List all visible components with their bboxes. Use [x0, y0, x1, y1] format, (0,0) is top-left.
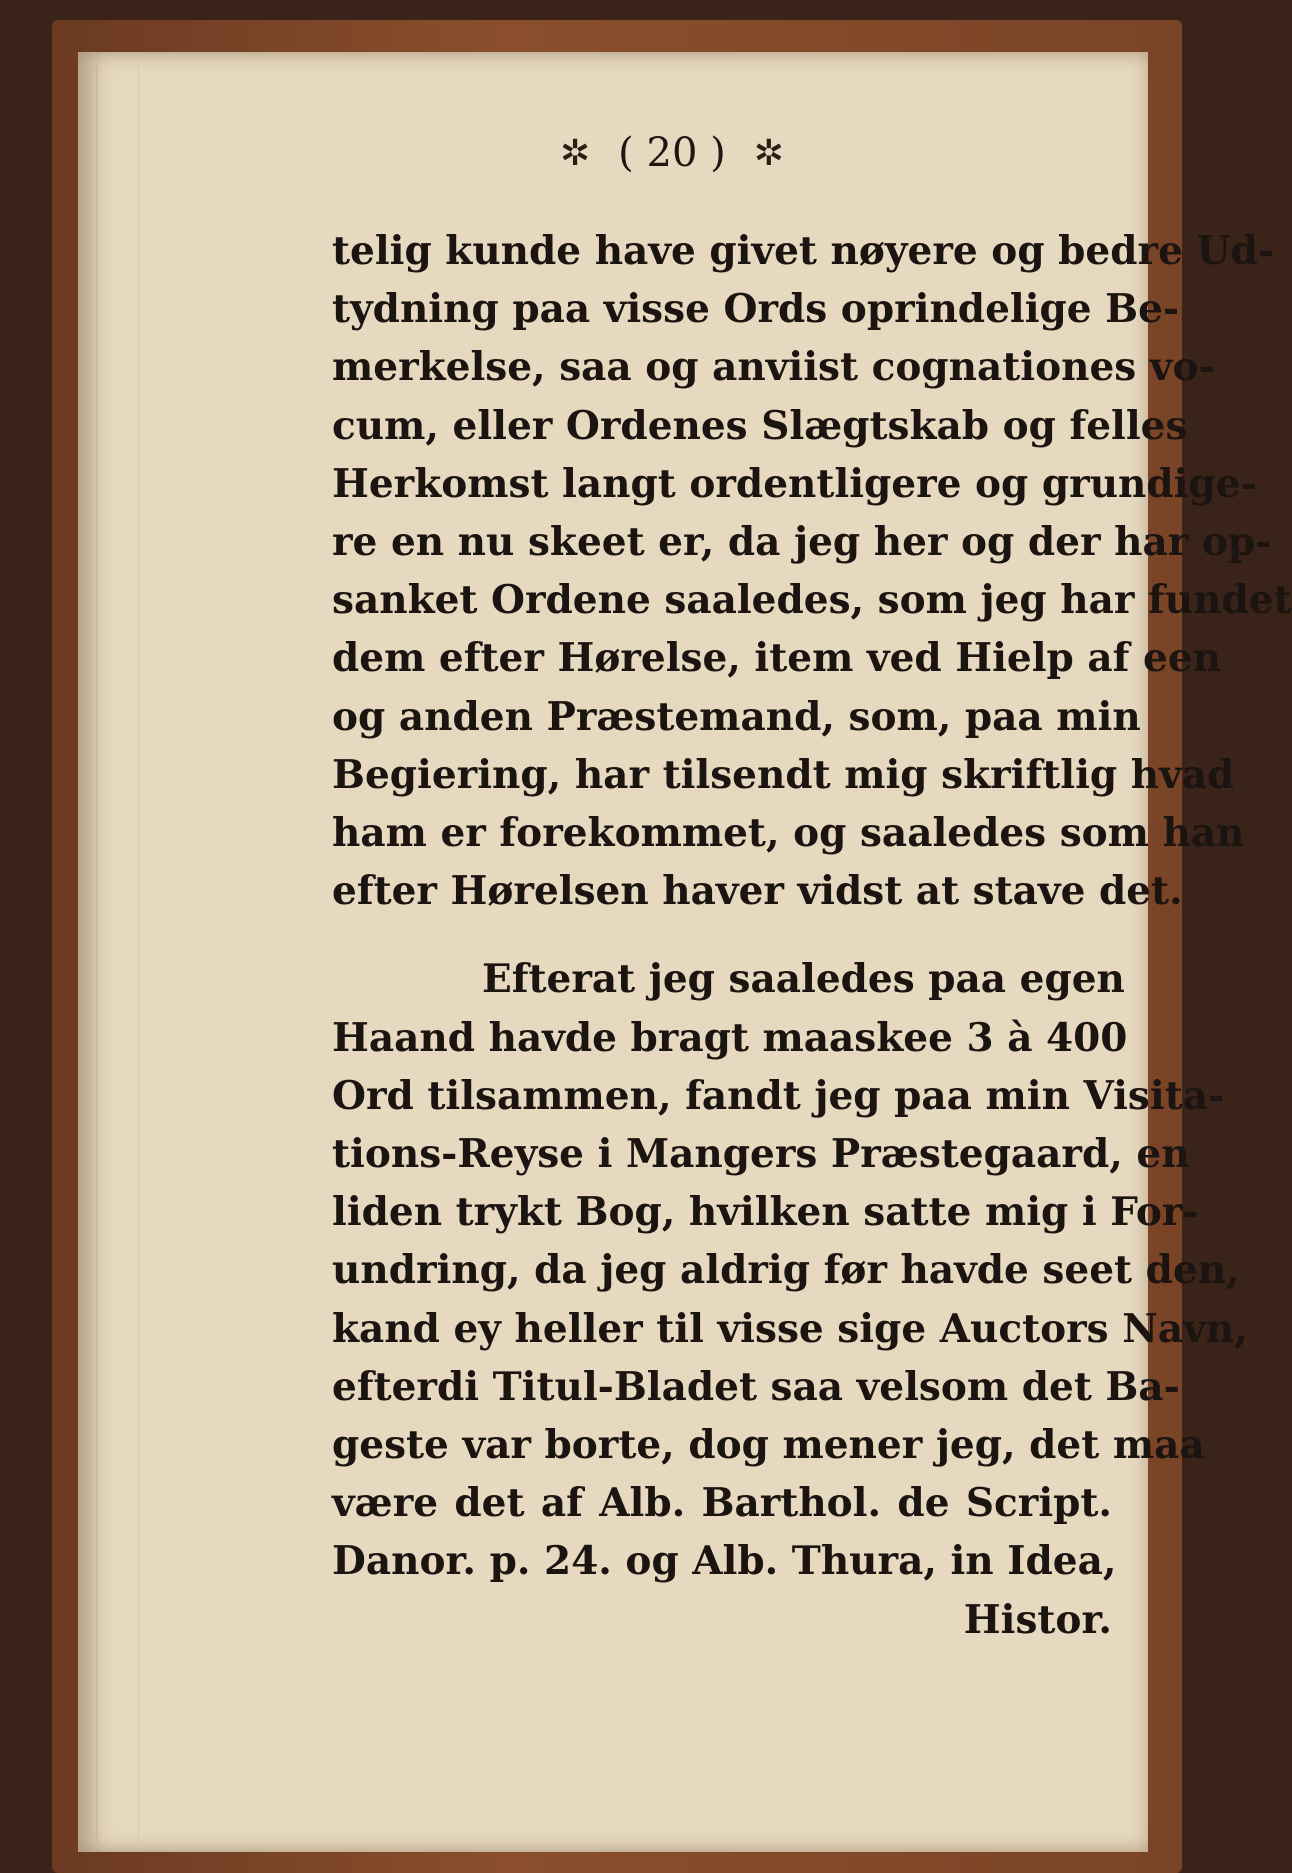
- text-line: tions-Reyse i Mangers Præstegaard, en: [332, 1131, 1190, 1178]
- text-line: cum, eller Ordenes Slægtskab og felles: [332, 402, 1188, 449]
- ornament-right-icon: ✲: [753, 132, 784, 174]
- text-line: kand ey heller til visse sige Auctors Navn,: [332, 1305, 1248, 1352]
- page-number: ( 20 ): [618, 130, 726, 176]
- ornament-left-icon: ✲: [560, 132, 591, 174]
- text-line: liden trykt Bog, hvilken satte mig i For-: [332, 1189, 1199, 1236]
- text-line: efter Hørelsen haver vidst at stave det.: [332, 868, 1183, 915]
- text-line: Haand havde bragt maaskee 3 à 400: [332, 1014, 1128, 1061]
- text-line: Danor. p. 24. og Alb. Thura, in Idea,: [332, 1538, 1117, 1585]
- text-line: ham er forekommet, og saaledes som han: [332, 810, 1245, 857]
- paragraph-gap: [332, 920, 1112, 950]
- page-gutter: [96, 64, 139, 1844]
- text-line: re en nu skeet er, da jeg her og der har op-: [332, 519, 1272, 566]
- paragraph-1: [332, 222, 1292, 920]
- text-line: dem efter Hørelse, item ved Hielp af een: [332, 635, 1221, 682]
- text-line: efterdi Titul-Bladet saa velsom det Ba-: [332, 1363, 1180, 1410]
- text-line: merkelse, saa og anviist cognationes vo-: [332, 344, 1215, 391]
- text-line: Efterat jeg saaledes paa egen: [482, 956, 1125, 1003]
- text-line: sanket Ordene saaledes, som jeg har fundet: [332, 577, 1292, 624]
- text-line: tydning paa visse Ords oprindelige Be-: [332, 286, 1180, 333]
- text-line: geste var borte, dog mener jeg, det maa: [332, 1422, 1205, 1469]
- text-line: Begiering, har tilsendt mig skriftlig hvad: [332, 751, 1235, 798]
- text-line: og anden Præstemand, som, paa min: [332, 693, 1141, 740]
- text-line: telig kunde have givet nøyere og bedre Ud-: [332, 228, 1274, 274]
- text-line: være det af Alb. Barthol. de Script.: [332, 1480, 1112, 1527]
- text-line: undring, da jeg aldrig før havde seet den,: [332, 1247, 1240, 1294]
- page-header: [560, 130, 784, 176]
- text-line: Herkomst langt ordentligere og grundige-: [332, 460, 1257, 507]
- catchword: Histor.: [963, 1596, 1112, 1643]
- text-line: Ord tilsammen, fandt jeg paa min Visita-: [332, 1072, 1225, 1119]
- paragraph-2: [332, 950, 1248, 1648]
- body-text: [332, 222, 1292, 1649]
